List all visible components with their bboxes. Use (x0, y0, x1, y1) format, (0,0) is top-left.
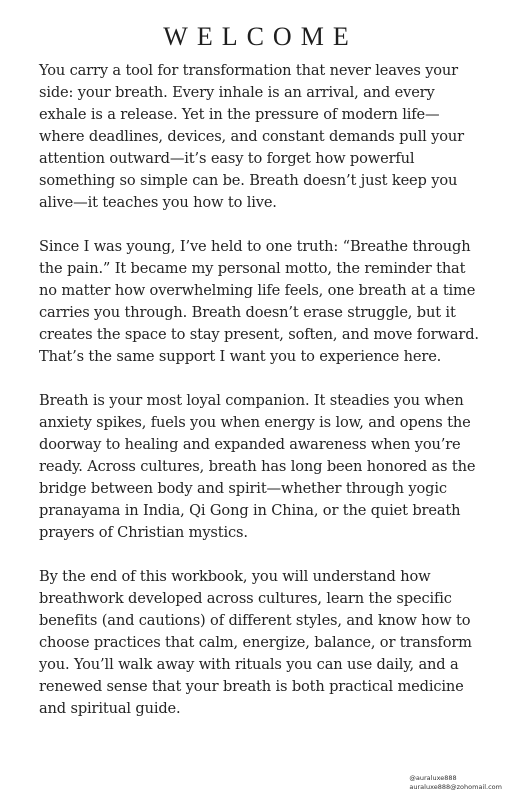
footer-contact (409, 774, 502, 792)
footer-handle: @auraluxe888 (409, 774, 457, 782)
paragraph-outcomes: By the end of this workbook, you will understand how breathwork developed across cultures, learn the specific benefits (and cautions) of different styles, and know how to choose practices that calm, energize, balance, or transform you. You’ll walk away with rituals you can use daily, and a renewed sense that your breath is both practical medicine and spiritual guide. (39, 568, 472, 717)
paragraph-motto: Since I was young, I’ve held to one truth: “Breathe through the pain.” It became my personal motto, the reminder that no matter how overwhelming life feels, one breath at a time carries you through. Breath doesn’t erase struggle, but it creates the space to stay present, soften, and move forward. That’s the same support I want you to experience here. (39, 238, 479, 365)
body-text (39, 60, 479, 742)
page-title: WELCOME (163, 22, 358, 51)
paragraph-companion: Breath is your most loyal companion. It steadies you when anxiety spikes, fuels you when energy is low, and opens the doorway to healing and expanded awareness when you’re ready. Across cultures, breath has long been honored as the bridge between body and spirit—whether through yogic pranayama in India, Qi Gong in China, or the quiet breath prayers of Christian mystics. (39, 392, 476, 541)
footer-email: auraluxe888@zohomail.com (409, 783, 502, 791)
paragraph-intro: You carry a tool for transformation that never leaves your side: your breath. Every inhale is an arrival, and every exhale is a release. Yet in the pressure of modern life—where deadlines, devices, and constant demands pull your attention outward—it’s easy to forget how powerful something so simple can be. Breath doesn’t just keep you alive—it teaches you how to live. (39, 62, 464, 211)
